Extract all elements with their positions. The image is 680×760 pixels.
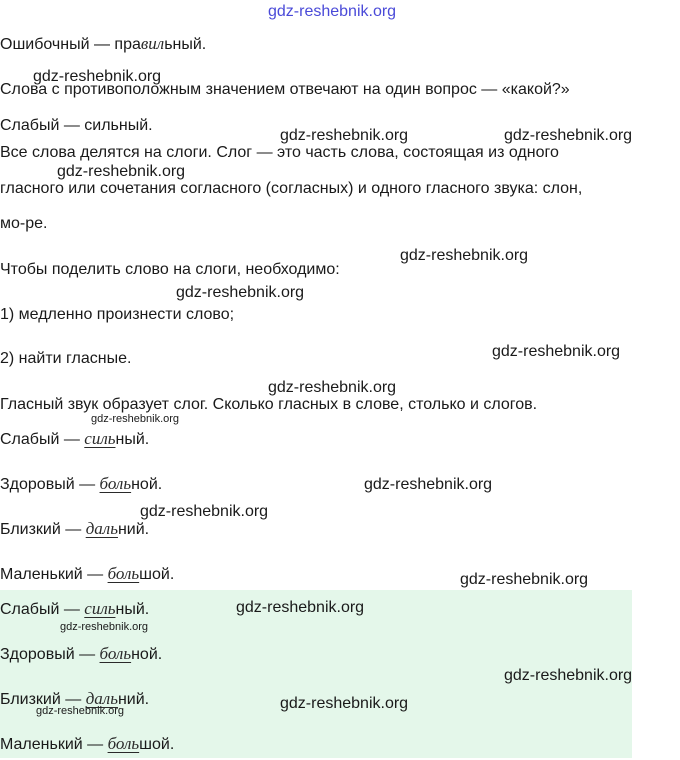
pair-row: Близкий — дальний.	[0, 519, 150, 538]
handwritten-syllable: силь	[84, 599, 116, 618]
watermark-small: gdz-reshebnik.org	[91, 413, 180, 425]
handwritten-syllable: силь	[84, 429, 116, 448]
handwritten-syllable: даль	[85, 519, 118, 538]
handwritten-syllable: даль	[85, 689, 118, 708]
watermark: gdz-reshebnik.org	[400, 247, 529, 264]
watermark-small: gdz-reshebnik.org	[36, 705, 125, 717]
watermark: gdz-reshebnik.org	[57, 163, 186, 180]
watermark: gdz-reshebnik.org	[33, 68, 162, 85]
step-1: 1) медленно произнести слово;	[0, 306, 235, 323]
watermark: gdz-reshebnik.org	[280, 127, 409, 144]
syllable-rule-line1: Все слова делятся на слоги. Слог — это часть слова, состоящая из одного	[0, 144, 559, 161]
handwritten-fragment: вил	[140, 34, 165, 53]
pair-row: Здоровый — больной.	[0, 474, 163, 493]
pair-row: Слабый — сильный.	[0, 429, 150, 448]
pair-row: Маленький — большой.	[0, 564, 175, 583]
watermark: gdz-reshebnik.org	[460, 571, 589, 588]
syllable-rule-line3: мо-ре.	[0, 215, 48, 232]
watermark-top: gdz-reshebnik.org	[268, 3, 397, 20]
answer-pair-row: Слабый — сильный.	[0, 599, 150, 618]
answer-pair-row: Здоровый — больной.	[0, 644, 163, 663]
watermark: gdz-reshebnik.org	[268, 379, 397, 396]
step-2: 2) найти гласные.	[0, 350, 132, 367]
syllable-rule-line2: гласного или сочетания согласного (согласных) и одного гласного звука: слон,	[0, 180, 583, 197]
handwritten-syllable: боль	[99, 644, 132, 663]
watermark: gdz-reshebnik.org	[140, 503, 269, 520]
watermark-small: gdz-reshebnik.org	[60, 621, 149, 633]
watermark: gdz-reshebnik.org	[504, 127, 633, 144]
handwritten-syllable: боль	[107, 734, 140, 753]
antonym-example: Слабый — сильный.	[0, 117, 153, 134]
watermark: gdz-reshebnik.org	[364, 476, 493, 493]
syllable-conclusion: Гласный звук образует слог. Сколько гласных в слове, столько и слогов.	[0, 396, 538, 413]
watermark: gdz-reshebnik.org	[236, 599, 365, 616]
answer-pair-row: Близкий — дальний.	[0, 689, 150, 708]
answer-pair-row: Маленький — большой.	[0, 734, 175, 753]
antonym-question: Слова с противоположным значением отвечают на один вопрос — «какой?»	[0, 81, 570, 98]
handwritten-syllable: боль	[99, 474, 132, 493]
steps-title: Чтобы поделить слово на слоги, необходимо:	[0, 261, 340, 278]
watermark: gdz-reshebnik.org	[280, 695, 409, 712]
watermark: gdz-reshebnik.org	[176, 284, 305, 301]
watermark: gdz-reshebnik.org	[504, 667, 633, 684]
handwritten-syllable: боль	[107, 564, 140, 583]
watermark: gdz-reshebnik.org	[492, 343, 621, 360]
intro-pair: Ошибочный — правильный.	[0, 34, 207, 53]
